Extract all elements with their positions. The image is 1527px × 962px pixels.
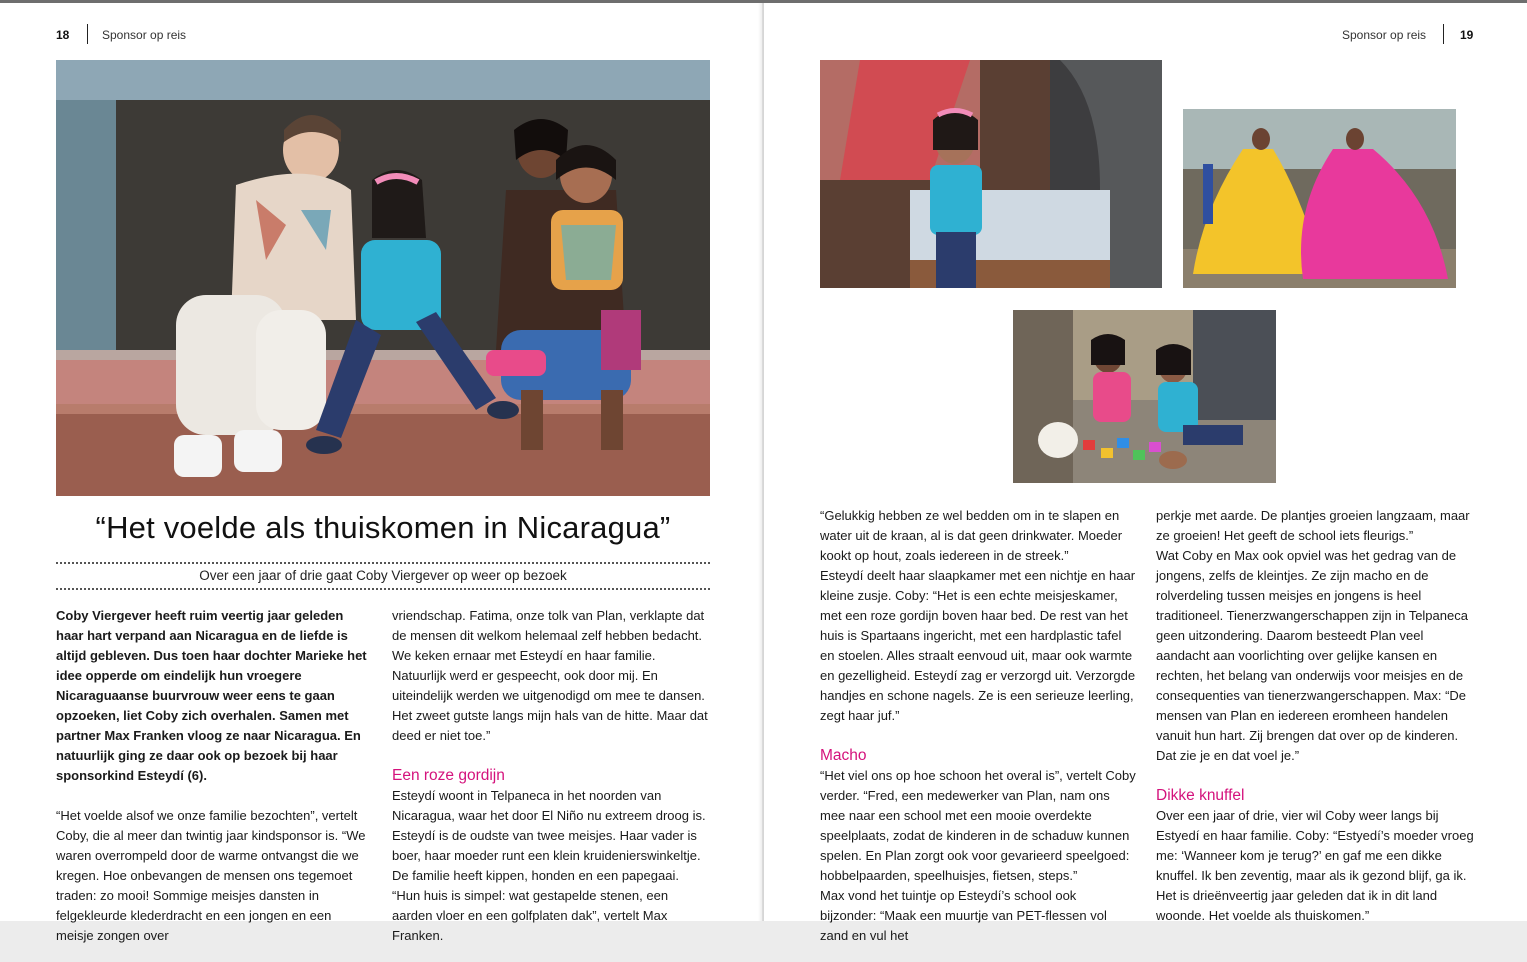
header-divider-left [87,24,88,44]
right-page [764,3,1527,943]
body-paragraph: “Hun huis is simpel: wat gestapelde stenen, een aarden vloer en een golfplaten dak”, vertelt Max Franken. [392,888,669,943]
bedroom-photo [820,60,1162,288]
running-head-right: Sponsor op reis [1342,28,1427,42]
body-paragraph: Over een jaar of drie, vier wil Coby weer langs bij Estyedí en haar familie. Coby: “Estyedí’s moeder vroeg me: ‘Wanneer kom je terug?’ en gaf me een dikke knuffel. Ik ben zeventig, maar als ik gezond blijf, ga ik. Het is drieënveertig jaar geleden dat ik in dit land woonde. Het voelde als thuiskomen.” [1156,808,1474,923]
text-column-2 [392,606,710,946]
text-column-1 [56,606,372,946]
body-paragraph: “Het voelde alsof we onze familie bezochten”, vertelt Coby, die al meer dan twintig jaar kindsponsor is. “We waren overrompeld door de warme ontvangst die we kregen. Hoe onbevangen de mensen ons tegemoet traden: zo mooi! Sommige meisjes dansten in felgekleurde klederdracht en een jongen en een meisje zongen over [56,808,366,943]
section-heading-macho: Macho [820,747,867,764]
running-head-left: Sponsor op reis [102,28,187,42]
body-paragraph: Wat Coby en Max ook opviel was het gedrag van de jongens, zelfs de kleintjes. Ze zijn macho en de rolverdeling tussen meisjes en jongens is heel traditioneel. Tienerzwangerschappen zijn in Telpaneca geen uitzondering. Daarom besteedt Plan veel aandacht aan voorlichting over gelijke kansen en rechten, het belang van onderwijs voor meisjes en de consequenties van tienerzwangerschappen. Max: “De mensen van Plan en iedereen eromheen handelen vanuit hun hart. Zij brengen dat over op de kinderen. Dat zie je en dat voel je.” [1156,548,1468,763]
body-paragraph: “Gelukkig hebben ze wel bedden om in te slapen en water uit de kraan, al is dat geen drinkwater. Moeder kookt op hout, zoals iedereen in de streek.” [820,508,1123,563]
dotted-rule-top [56,562,710,564]
header-divider-right [1443,24,1444,44]
playing-photo [1013,310,1276,483]
text-column-4 [1156,506,1474,926]
section-heading-een-roze-gordijn: Een roze gordijn [392,767,505,784]
page-number-left: 18 [56,28,70,42]
article-subheadline: Over een jaar of drie gaat Coby Viergever op weer op bezoek [199,568,567,583]
section-heading-dikke-knuffel: Dikke knuffel [1156,787,1245,804]
main-photo [56,60,710,496]
page-number-right: 19 [1460,28,1474,42]
dancers-photo [1183,109,1456,288]
dotted-rule-bottom [56,588,710,590]
article-headline: “Het voelde als thuiskomen in Nicaragua” [95,510,671,545]
text-column-3 [820,506,1136,946]
body-paragraph: perkje met aarde. De plantjes groeien langzaam, maar ze groeien! Het geeft de school iets fleurigs.” [1156,508,1470,543]
intro-paragraph: Coby Viergever heeft ruim veertig jaar geleden haar hart verpand aan Nicaragua en de liefde is altijd gebleven. Dus toen haar dochter Marieke het idee opperde om eindelijk hun vroegere Nicaraguaanse buurvrouw weer eens te gaan opzoeken, liet Coby zich overhalen. Samen met partner Max Franken vloog ze naar Nicaragua. En natuurlijk ging ze daar ook op bezoek bij haar sponsorkind Esteydí (6). [56,608,367,783]
left-page [0,3,762,943]
body-paragraph: Esteydí deelt haar slaapkamer met een nichtje en haar kleine zusje. Coby: “Het is een echte meisjeskamer, met een roze gordijn boven haar bed. De rest van het huis is Spartaans ingericht, met een hardplastic tafel en stoelen. Alles straalt eenvoud uit, maar ook warmte en gezelligheid. Esteydí zag er verzorgd uit. Verzorgde handjes en schone nagels. Ze is een serieuze leerling, zegt haar juf.” [820,568,1136,723]
body-paragraph: Esteydí woont in Telpaneca in het noorden van Nicaragua, waar het door El Niño nu extreem droog is. Esteydí is de oudste van twee meisjes. Haar vader is boer, haar moeder runt een klein kruidenierswinkeltje. De familie heeft kippen, honden en een papegaai. [392,788,706,883]
body-paragraph: vriendschap. Fatima, onze tolk van Plan, verklapte dat de mensen dit welkom helemaal zelf hebben bedacht. We keken ernaar met Esteydí en haar familie. Natuurlijk werd er gespeecht, ook door mij. En uiteindelijk werden we uitgenodigd om mee te dansen. Het zweet gutste langs mijn hals van de hitte. Maar dat deed er niet toe.” [392,608,708,743]
body-paragraph: “Het viel ons op hoe schoon het overal is”, vertelt Coby verder. “Fred, een medewerker van Plan, nam ons mee naar een school met een mooie overdekte speelplaats, zodat de kinderen in de schaduw kunnen spelen. En Plan zorgt ook voor gevarieerd speelgoed: hobbelpaarden, speelhuisjes, fietsen, steps.” [820,768,1136,883]
body-paragraph: Max vond het tuintje op Esteydí’s school ook bijzonder: “Maak een muurtje van PET-flessen vol zand en vul het [820,888,1107,943]
